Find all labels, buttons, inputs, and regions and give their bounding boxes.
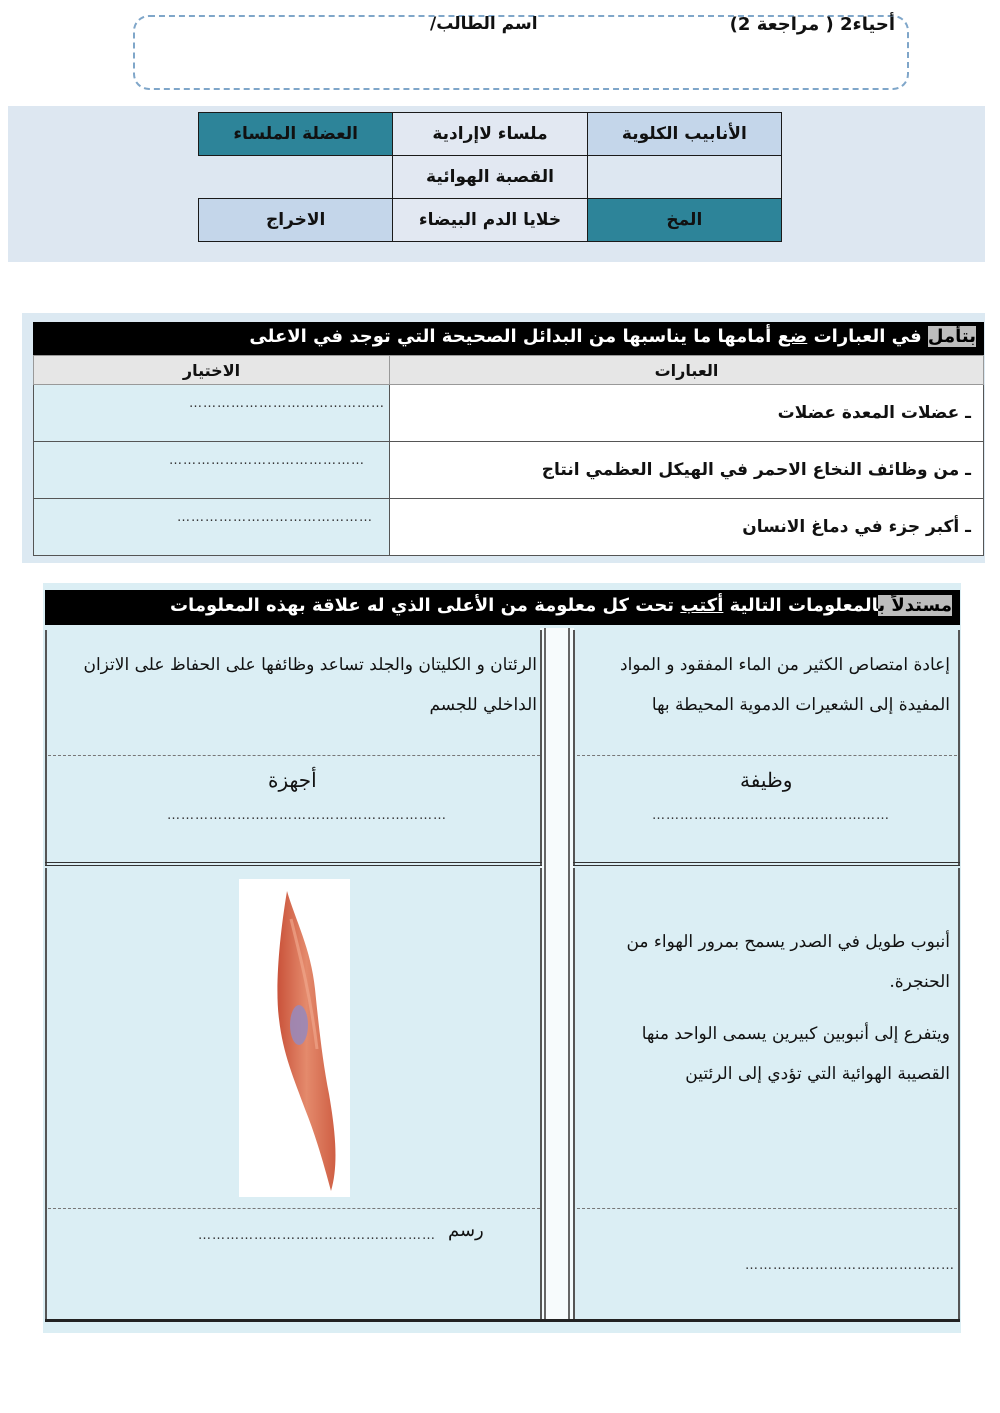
column-header-choice: الاختيار — [34, 356, 390, 385]
card-function-label: وظيفة — [740, 768, 793, 792]
card-function-text: إعادة امتصاص الكثير من الماء المفقود و المواد المفيدة إلى الشعيرات الدموية المحيطة بها — [620, 655, 950, 715]
word-bank-table — [198, 112, 782, 242]
card-drawing-label: رسم — [448, 1220, 484, 1241]
instruction-verb: ضع — [777, 326, 808, 347]
section3-bottom-border — [45, 1319, 960, 1322]
table-row — [34, 499, 984, 556]
instruction-text: تحت كل معلومة من الأعلى الذي له علاقة بهذه المعلومات — [169, 595, 681, 616]
section2-instruction — [33, 322, 984, 355]
answer-blank[interactable] — [34, 442, 390, 499]
instruction-highlight: مستدلاً ب — [878, 595, 952, 616]
instruction-highlight: بتأمل — [927, 326, 976, 347]
smooth-muscle-cell-icon — [239, 879, 350, 1197]
word-bank-cell: المخ — [587, 199, 781, 242]
row-divider — [573, 862, 960, 866]
card-drawing-answer[interactable]: …………………………………………… — [198, 1228, 436, 1243]
word-bank-cell: خلايا الدم البيضاء — [393, 199, 587, 242]
page-title: أحياء2 ( مراجعة 2) — [729, 14, 895, 35]
card-systems-text: الرئتان و الكليتان والجلد تساعد وظائفها على الحفاظ على الاتزان الداخلي للجسم — [83, 655, 537, 715]
table-row — [34, 385, 984, 442]
column-separator-border — [544, 628, 570, 1320]
word-bank-cell — [199, 156, 393, 199]
word-bank-cell: ملساء لاإرادية — [393, 113, 587, 156]
instruction-verb: أكتب — [680, 595, 724, 616]
word-bank-cell: القصبة الهوائية — [393, 156, 587, 199]
smooth-muscle-cell-image — [239, 879, 350, 1197]
card-systems-answer[interactable]: …………………………………………………… — [167, 808, 447, 823]
dashed-divider — [577, 755, 957, 756]
column-header-statements: العبارات — [390, 356, 984, 385]
word-bank-cell: العضلة الملساء — [199, 113, 393, 156]
dashed-divider — [577, 1208, 957, 1209]
card-trachea-text-2: ويتفرع إلى أنبوبين كبيرين يسمى الواحد منها القصيبة الهوائية التي تؤدي إلى الرئتين — [641, 1024, 950, 1084]
statement-cell: ـ أكبر جزء في دماغ الانسان — [390, 499, 984, 556]
card-systems-label: أجهزة — [268, 768, 317, 792]
statement-cell: ـ عضلات المعدة عضلات — [390, 385, 984, 442]
word-bank-cell — [587, 156, 781, 199]
word-bank-cell: الأنابيب الكلوية — [587, 113, 781, 156]
section3-instruction — [45, 590, 960, 625]
word-bank-cell: الاخراج — [199, 199, 393, 242]
row-divider — [45, 862, 542, 866]
instruction-text: المعلومات التالية — [723, 595, 879, 616]
dashed-divider — [48, 1208, 540, 1209]
table-row — [34, 442, 984, 499]
card-trachea-text-1: أنبوب طويل في الصدر يسمح بمرور الهواء من الحنجرة. — [626, 932, 950, 992]
answer-dots: …………………………………… — [169, 453, 365, 468]
card-function-answer[interactable]: …………………………………………… — [652, 808, 890, 823]
answer-dots: …………………………………… — [189, 396, 385, 411]
statements-table — [33, 355, 984, 556]
dashed-divider — [48, 755, 540, 756]
student-name-label: اسم الطالب/ — [430, 14, 538, 34]
answer-dots: …………………………………… — [177, 510, 373, 525]
card-trachea-answer[interactable]: ……………………………………… — [745, 1258, 955, 1273]
answer-blank[interactable] — [34, 385, 390, 442]
answer-blank[interactable] — [34, 499, 390, 556]
instruction-text: في العبارات — [807, 326, 928, 347]
instruction-text: أمامها ما يناسبها من البدائل الصحيحة التي توجد في الاعلى — [249, 326, 778, 347]
statement-cell: ـ من وظائف النخاع الاحمر في الهيكل العظمي انتاج — [390, 442, 984, 499]
